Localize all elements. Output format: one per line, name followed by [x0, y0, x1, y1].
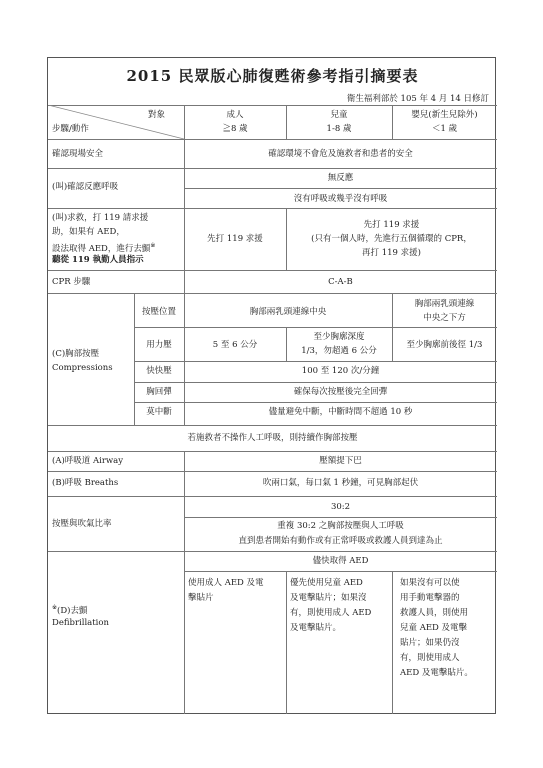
breaths-label: (B)呼吸 Breaths — [52, 478, 119, 488]
call-line3: 設法取得 AED，進行去顫※ — [52, 242, 156, 254]
ratio-label: 按壓與吹氣比率 — [52, 519, 112, 529]
hands-only-note: 若施救者不操作人工呼吸，則持續作胸部按壓 — [187, 433, 358, 443]
header-child: 兒童 — [330, 110, 348, 120]
compress-force-child-1: 至少胸廓深度 — [313, 332, 365, 342]
cpr-value: C-A-B — [328, 277, 353, 287]
airway-value: 壓額提下巴 — [319, 456, 362, 466]
check-no-response: 無反應 — [327, 173, 354, 183]
call-child-2: (只有一個人時，先進行五個循環的 CPR， — [311, 234, 472, 244]
defib-child-4: 及電擊貼片。 — [290, 623, 342, 633]
defib-infant-4: 兒童 AED 及電擊 — [400, 623, 468, 633]
compress-position-infant-2: 中央之下方 — [423, 313, 466, 323]
compress-fast-value: 100 至 120 次/分鐘 — [301, 366, 380, 376]
call-line4: 聽從 119 執勤人員指示 — [52, 255, 144, 265]
compress-force-adult: 5 至 6 公分 — [212, 340, 258, 350]
compress-label-1: (C)胸部按壓 — [52, 349, 100, 359]
compress-position-infant-1: 胸部兩乳頭連線 — [414, 299, 475, 309]
defib-adult-2: 擊貼片 — [188, 593, 214, 603]
header-adult-age: ≧8 歲 — [222, 124, 248, 134]
header-target: 對象 — [148, 110, 166, 120]
ratio-repeat-1: 重複 30:2 之胸部按壓與人工呼吸 — [277, 521, 404, 531]
compress-fast-label: 快快壓 — [146, 366, 172, 376]
compress-recoil-value: 確保每次按壓後完全回彈 — [293, 387, 388, 397]
compress-label-2: Compressions — [52, 363, 113, 373]
call-line1: (叫)求救，打 119 請求援 — [52, 213, 149, 223]
scene-text: 確認環境不會危及施救者和患者的安全 — [268, 149, 413, 159]
header-adult: 成人 — [226, 110, 244, 120]
scene-label: 確認現場安全 — [52, 149, 104, 159]
header-steps: 步驟/動作 — [52, 124, 89, 134]
compress-position-adult-child: 胸部兩乳頭連線中央 — [249, 307, 327, 317]
header-infant: 嬰兒(新生兒除外) — [411, 110, 478, 120]
defib-adult-1: 使用成人 AED 及電 — [188, 578, 264, 588]
breaths-value: 吹兩口氣，每口氣 1 秒鐘，可見胸部起伏 — [262, 478, 419, 488]
header-diagonal — [48, 105, 185, 139]
defib-child-1: 優先使用兒童 AED — [290, 578, 363, 588]
defib-label-1: ※(D)去顫 — [52, 604, 88, 616]
compress-recoil-label: 胸回彈 — [146, 387, 172, 397]
defib-child-2: 及電擊貼片；如果沒 — [290, 593, 367, 603]
defib-infant-3: 救護人員，則使用 — [400, 608, 469, 618]
header-infant-age: ＜1 歲 — [431, 124, 458, 134]
defib-top: 儘快取得 AED — [312, 556, 369, 566]
compress-force-infant: 至少胸廓前後徑 1/3 — [406, 340, 483, 350]
defib-infant-1: 如果沒有可以使 — [400, 578, 460, 588]
call-child-1: 先打 119 求援 — [363, 220, 420, 230]
compress-force-child-2: 1/3，勿超過 6 公分 — [301, 346, 377, 356]
compress-interrupt-value: 儘量避免中斷，中斷時間不超過 10 秒 — [268, 407, 413, 417]
defib-label-2: Defibrillation — [52, 618, 109, 628]
header-child-age: 1-8 歲 — [326, 124, 352, 134]
check-label: (叫)確認反應呼吸 — [52, 182, 119, 192]
ratio-repeat-2: 直到患者開始有動作或有正常呼吸或救護人員到達為止 — [238, 536, 443, 546]
defib-infant-5: 貼片；如果仍沒 — [400, 638, 460, 648]
compress-position-label: 按壓位置 — [141, 307, 176, 317]
call-adult: 先打 119 求援 — [207, 234, 263, 244]
defib-infant-7: AED 及電擊貼片。 — [400, 668, 473, 678]
cpr-label: CPR 步驟 — [52, 277, 91, 287]
revision-note: 衛生福利部於 105 年 4 月 14 日修訂 — [346, 94, 489, 104]
cpr-summary-table — [47, 57, 496, 714]
page-title: 2015 民眾版心肺復甦術參考指引摘要表 — [126, 67, 419, 85]
call-line2: 助，如果有 AED， — [52, 227, 125, 237]
defib-child-3: 有，則使用成人 AED — [290, 608, 372, 618]
compress-interrupt-label: 莫中斷 — [146, 407, 172, 417]
defib-infant-6: 有，則使用成人 — [400, 653, 460, 663]
compress-force-label: 用力壓 — [146, 340, 172, 350]
check-no-breathing: 沒有呼吸或幾乎沒有呼吸 — [293, 194, 388, 204]
ratio-value: 30:2 — [330, 502, 351, 512]
defib-infant-2: 用手動電擊器的 — [400, 593, 460, 603]
airway-label: (A)呼吸道 Airway — [52, 456, 124, 466]
call-child-3: 再打 119 求援) — [362, 248, 421, 258]
